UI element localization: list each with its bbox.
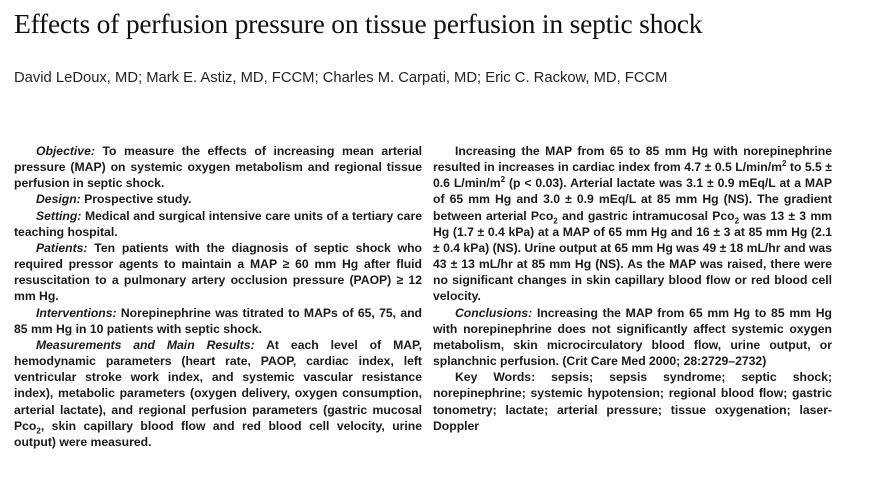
keywords-label: Key Words: [455, 370, 536, 385]
abstract-left-column [14, 143, 422, 450]
results-text: was 13 ± 3 mm Hg (1.7 ± 0.4 kPa) at a MAP of 65 mm Hg and 16 ± 3 at 85 mm Hg (2.1 ± 0.4 kPa) (NS). Urine output at 65 mm Hg was 49 ± 18 mL/hr and was 43 ± 13 mL/hr at 85 mm Hg (NS). As the MAP was raised, there were no significant changes in skin capillary blood flow or red blood cell velocity. [433, 208, 832, 304]
results-superscript: 2 [781, 159, 787, 169]
results-subscript: 2 [734, 216, 740, 226]
patients-text: Ten patients with the diagnosis of septic shock who required pressor agents to maintain a MAP ≥ 60 mm Hg after fluid resuscitation to a pulmonary artery occlusion pressure (PAOP) ≥ 12 mm Hg. [14, 240, 422, 304]
design-text: Prospective study. [80, 192, 192, 207]
objective-text: To measure the effects of increasing mean arterial pressure (MAP) on systemic oxygen metabolism and regional tissue perfusion in septic shock. [14, 144, 422, 191]
design-label: Design: [36, 192, 81, 207]
setting-label: Setting: [36, 208, 82, 223]
interventions-text: Norepinephrine was titrated to MAPs of 65, 75, and 85 mm Hg in 10 patients with septic shock. [14, 305, 422, 336]
measurements-subscript: 2 [36, 426, 41, 436]
conclusions-text: Increasing the MAP from 65 mm Hg to 85 mm Hg with norepinephrine does not significantly affect systemic oxygen metabolism, skin microcirculatory blood flow, urine output, or splanchnic perfusion. (Crit Care Med 2000; 28:2729–2732) [433, 305, 832, 369]
author-list: David LeDoux, MD; Mark E. Astiz, MD, FCCM; Charles M. Carpati, MD; Eric C. Rackow, MD, FCCM [14, 69, 668, 86]
measurements-text: At each level of MAP, hemodynamic parameters (heart rate, PAOP, cardiac index, left ventricular stroke work index, and systemic vascular resistance index), metabolic parameters (oxygen delivery, oxygen consumption, arterial lactate), and regional perfusion parameters (gastric mucosal Pco [14, 337, 422, 433]
conclusions-label: Conclusions: [455, 305, 533, 320]
results-text: and gastric intramucosal Pco [557, 208, 735, 223]
objective-paragraph [14, 143, 422, 191]
results-subscript: 2 [553, 216, 558, 226]
patients-paragraph [14, 240, 422, 305]
design-paragraph [14, 191, 422, 207]
abstract-right-column [433, 143, 832, 434]
results-text: (p < 0.03). Arterial lactate was 3.1 ± 0.9 mEq/L at a MAP of 65 mm Hg and 3.0 ± 0.9 mEq/L at 85 mm Hg (NS). The gradient between arterial Pco [433, 176, 832, 223]
keywords-text: sepsis; sepsis syndrome; septic shock; norepinephrine; systemic hypotension; regional blood flow; gastric tonometry; lactate; arterial pressure; tissue oxygenation; laser-Doppler [433, 370, 833, 433]
conclusions-paragraph [433, 305, 832, 370]
objective-label: Objective: [36, 144, 95, 158]
results-text: Increasing the MAP from 65 to 85 mm Hg with norepinephrine resulted in increases in cardiac index from 4.7 ± 0.5 L/min/m [433, 144, 832, 175]
patients-label: Patients: [36, 240, 88, 255]
keywords-paragraph [433, 369, 832, 434]
results-superscript: 2 [500, 175, 506, 185]
setting-paragraph [14, 208, 422, 240]
interventions-label: Interventions: [36, 305, 117, 320]
measurements-paragraph [14, 337, 422, 450]
interventions-paragraph [14, 305, 422, 337]
results-paragraph [433, 143, 832, 305]
measurements-label: Measurements and Main Results: [36, 337, 255, 352]
results-text: to 5.5 ± 0.6 L/min/m [433, 160, 833, 191]
article-title: Effects of perfusion pressure on tissue perfusion in septic shock [14, 8, 703, 39]
measurements-text-continued: , skin capillary blood flow and red blood cell velocity, urine output) were measured. [14, 418, 422, 449]
setting-text: Medical and surgical intensive care units of a tertiary care teaching hospital. [14, 208, 422, 239]
